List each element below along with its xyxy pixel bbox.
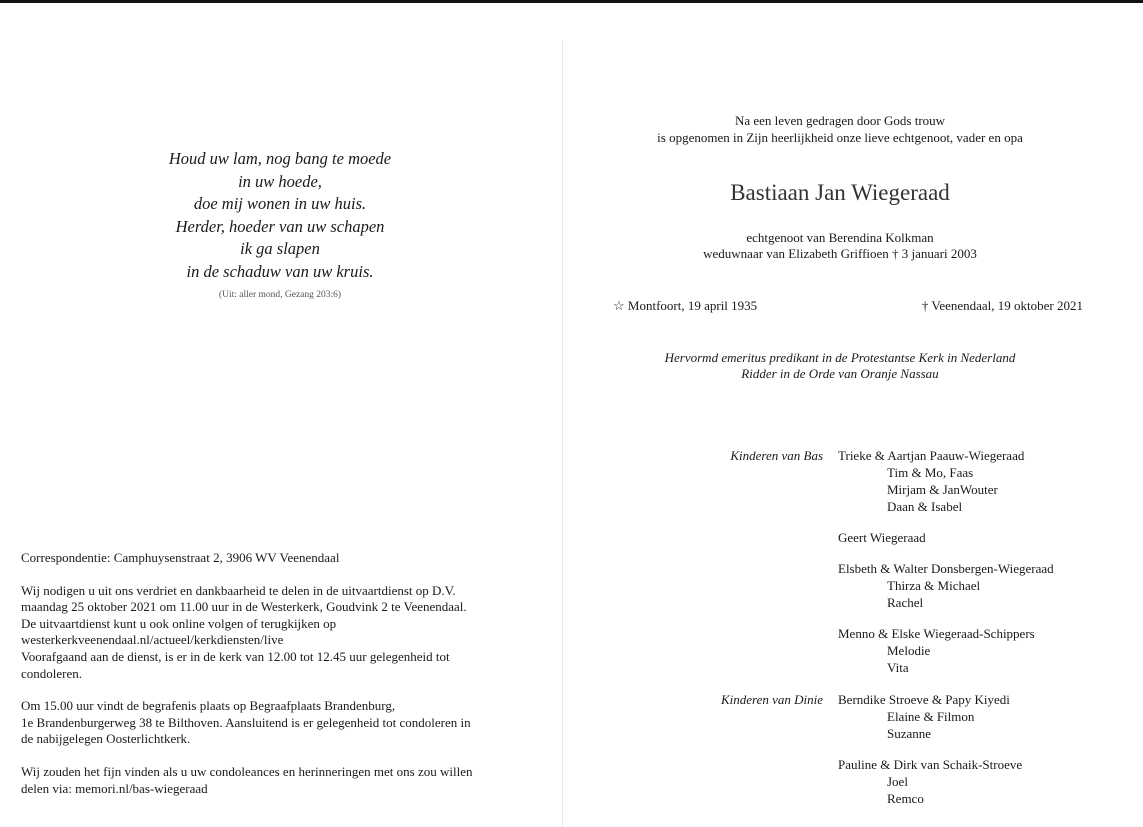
honorary-titles: [600, 350, 1080, 382]
grandchild: Mirjam & JanWouter: [887, 482, 998, 497]
poem-line: doe mij wonen in uw huis.: [193, 194, 367, 213]
info-line: Voorafgaand aan de dienst, is er in de kerk van 12.00 tot 12.45 uur gelegenheid tot: [21, 648, 450, 664]
poem-line: in de schaduw van uw kruis.: [186, 261, 374, 281]
grandchild: Remco: [887, 791, 924, 806]
family-member: Menno & Elske Wiegeraad-Schippers: [838, 626, 1035, 641]
poem-line: Houd uw lam, nog bang te moede: [168, 149, 392, 168]
info-line: Wij nodigen u uit ons verdriet en dankbaarheid te delen in de uitvaartdienst op D.V.: [21, 582, 456, 598]
birth-date: ☆ Montfoort, 19 april 1935: [613, 298, 758, 313]
grandchild: Elaine & Filmon: [887, 709, 975, 724]
correspondence-paragraph: [21, 550, 541, 567]
intro-line: Na een leven gedragen door Gods trouw: [734, 113, 946, 128]
title-line: Ridder in de Orde van Oranje Nassau: [741, 366, 939, 381]
family-member: Berndike Stroeve & Papy Kiyedi: [838, 692, 1010, 707]
service-paragraph: [21, 583, 541, 683]
poem-line: ik ga slapen: [240, 239, 320, 258]
practical-info: [21, 550, 541, 813]
family-member: Elsbeth & Walter Donsbergen-Wiegeraad: [838, 561, 1054, 576]
poem-line: Herder, hoeder van uw schapen: [175, 216, 385, 236]
grandchild: Rachel: [887, 595, 924, 610]
grandchild: Tim & Mo, Faas: [887, 465, 974, 480]
spouse-info: [600, 230, 1080, 262]
family-member: Trieke & Aartjan Paauw-Wiegeraad: [838, 448, 1025, 463]
burial-paragraph: [21, 698, 541, 748]
intro-text: [600, 112, 1080, 146]
grandchild: Melodie: [887, 643, 931, 658]
info-line: Correspondentie: Camphuysenstraat 2, 3906 WV Veenendaal: [21, 550, 340, 565]
spouse-line: weduwnaar van Elizabeth Griffioen † 3 januari 2003: [703, 246, 977, 261]
info-line: 1e Brandenburgerweg 38 te Bilthoven. Aansluitend is er gelegenheid tot condoleren in: [21, 714, 471, 730]
poem-line: in uw hoede,: [238, 171, 322, 191]
intro-line: is opgenomen in Zijn heerlijkheid onze lieve echtgenoot, vader en opa: [657, 130, 1023, 145]
grandchild: Suzanne: [887, 726, 932, 741]
info-line: de nabijgelegen Oosterlichtkerk.: [21, 731, 191, 747]
grandchild: Joel: [887, 774, 908, 789]
family-group-label: Kinderen van Bas: [730, 448, 823, 463]
deceased-name: Bastiaan Jan Wiegeraad: [730, 180, 950, 205]
grandchild: Thirza & Michael: [887, 578, 981, 593]
info-line: condoleren.: [21, 665, 83, 681]
info-line: De uitvaartdienst kunt u ook online volgen of terugkijken op: [21, 615, 337, 631]
poem-source: (Uit: aller mond, Gezang 203:6): [218, 290, 342, 300]
grandchild: Vita: [887, 660, 909, 675]
info-line: Wij zouden het fijn vinden als u uw condoleances en herinneringen met ons zou willen: [21, 763, 473, 779]
title-line: Hervormd emeritus predikant in de Protestantse Kerk in Nederland: [664, 350, 1016, 365]
family-group-label: Kinderen van Dinie: [720, 692, 823, 707]
card-fold: [562, 40, 563, 827]
family-member: Pauline & Dirk van Schaik-Stroeve: [838, 757, 1023, 772]
condolence-link[interactable]: delen via: memori.nl/bas-wiegeraad: [21, 780, 208, 796]
info-line: maandag 25 oktober 2021 om 11.00 uur in de Westerkerk, Goudvink 2 te Veenendaal.: [21, 599, 467, 615]
poem: [140, 148, 420, 283]
livestream-link[interactable]: westerkerkveenendaal.nl/actueel/kerkdiensten/live: [21, 632, 284, 648]
family-member: Geert Wiegeraad: [838, 530, 926, 545]
scan-top-edge: [0, 0, 1143, 3]
condolence-paragraph: [21, 764, 541, 797]
spouse-line: echtgenoot van Berendina Kolkman: [746, 230, 934, 245]
grandchild: Daan & Isabel: [887, 499, 963, 514]
death-date: † Veenendaal, 19 oktober 2021: [921, 298, 1083, 313]
info-line: Om 15.00 uur vindt de begrafenis plaats op Begraafplaats Brandenburg,: [21, 698, 396, 714]
